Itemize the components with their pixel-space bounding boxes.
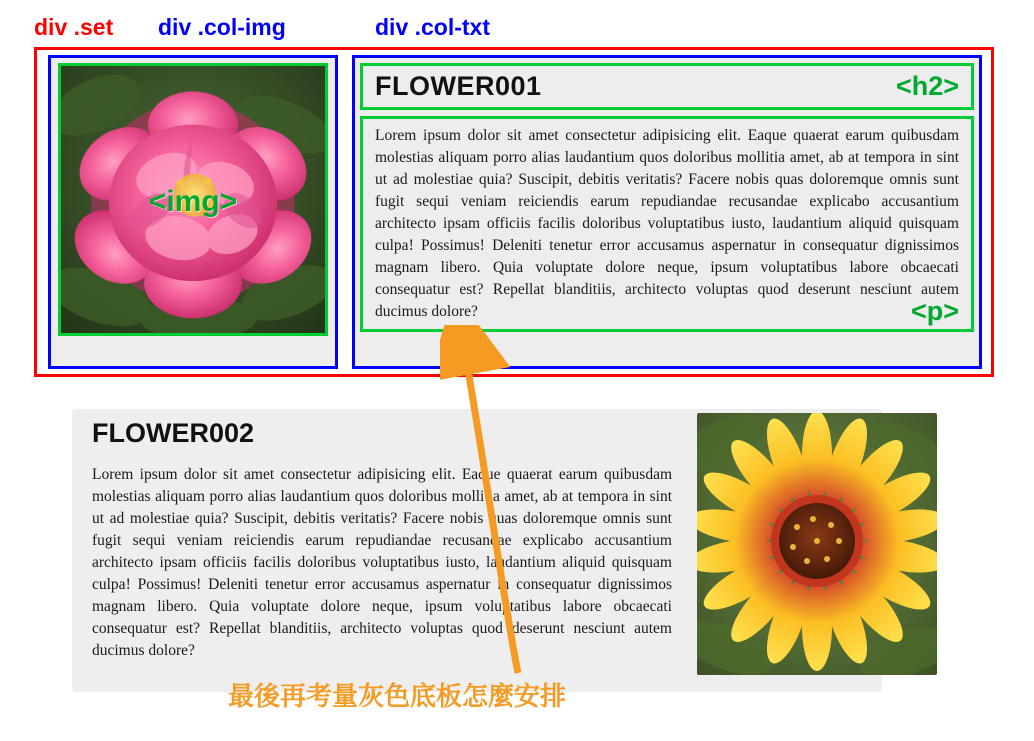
flower001-paragraph-box <box>360 116 974 332</box>
flower001-body: Lorem ipsum dolor sit amet consectetur adipisicing elit. Eaque quaerat earum quibusdam molestias aliquam porro alias laudantium quos doloribus mollitia amet, ab at tempora in sint ut ad molestiae quia? Suscipit, debitis veritatis? Facere nobis quas doloremque omnis sunt fugit sequi veniam reiciendis earum repudiandae recusandae explicabo accusantium architecto ipsam officiis facilis doloribus voluptatibus iusto, laudantium aliquid quisquam culpa! Possimus! Deleniti tenetur error accusamus aspernatur in consequatur dignissimos magnam libero. Quia voluptate dolore neque, ipsum voluptatibus labore obcaecati consequatur est? Repellat blanditiis, architecto voluptas quod deserunt nesciunt autem ducimus dolore? <box>375 127 959 320</box>
flower002-title: FLOWER002 <box>92 418 255 448</box>
annotation-label-col-txt: div .col-txt <box>375 14 491 40</box>
annotation-label-row <box>0 14 1034 44</box>
flower001-heading-box <box>360 63 974 110</box>
annotation-caption: 最後再考量灰色底板怎麼安排 <box>228 681 567 711</box>
annotation-label-col-img: div .col-img <box>158 14 286 40</box>
flower001-title: FLOWER001 <box>375 71 542 101</box>
h2-tag-label: <h2> <box>895 71 959 101</box>
annotation-label-set: div .set <box>34 14 114 40</box>
flower002-body: Lorem ipsum dolor sit amet consectetur adipisicing elit. Eaque quaerat earum quibusdam molestias aliquam porro alias laudantium quos doloribus mollitia amet, ab at tempora in sint ut ad molestiae quia? Suscipit, debitis veritatis? Facere nobis quas doloremque omnis sunt fugit sequi veniam reiciendis earum repudiandae recusandae explicabo accusantium architecto ipsam officiis facilis doloribus voluptatibus iusto, laudantium aliquid quisquam culpa! Possimus! Deleniti tenetur error accusamus aspernatur in consequatur dignissimos magnam libero. Quia voluptate dolore neque, ipsum voluptatibus labore obcaecati consequatur est? Repellat blanditiis, architecto voluptas quod deserunt nesciunt autem ducimus dolore? <box>92 466 672 659</box>
flower002-image <box>697 413 937 675</box>
img-tag-label: <img> <box>148 185 238 218</box>
p-tag-label: <p> <box>910 296 959 326</box>
gaillardia-illustration <box>697 413 937 675</box>
